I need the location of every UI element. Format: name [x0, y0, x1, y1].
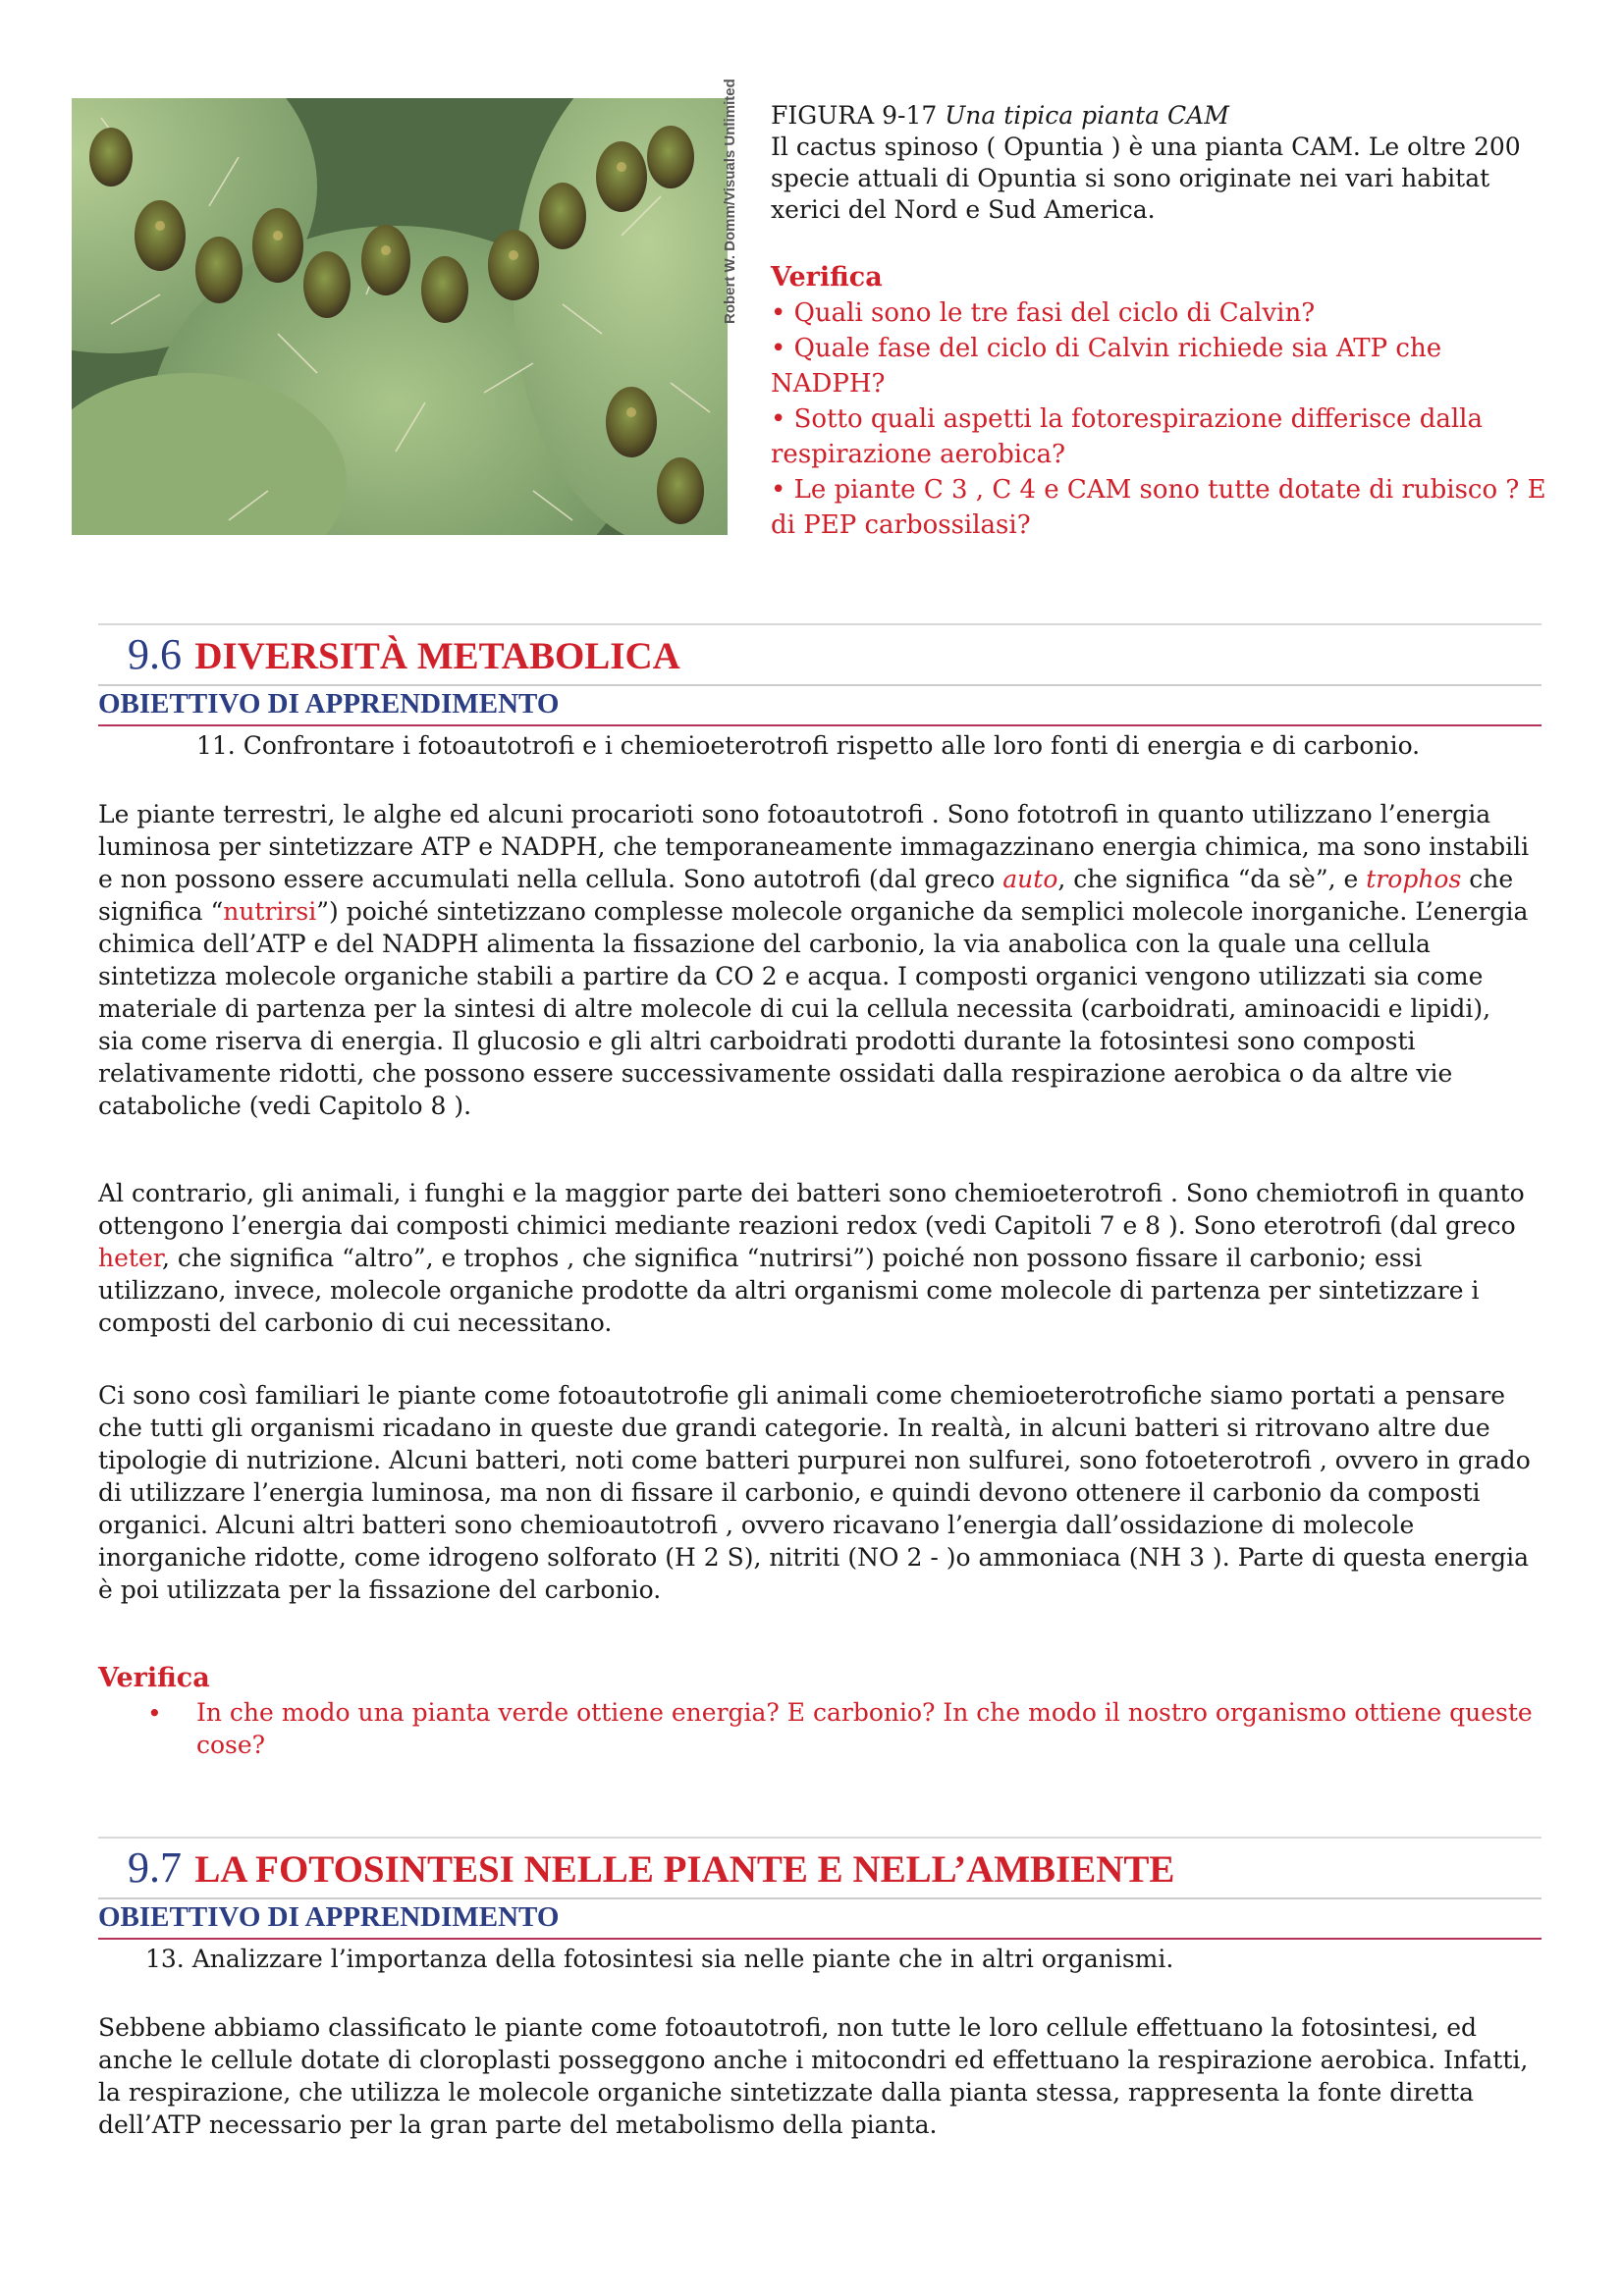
objective-label: OBIETTIVO DI APPRENDIMENTO: [98, 1901, 560, 1933]
section-title: DIVERSITÀ METABOLICA: [194, 635, 680, 677]
section-divider: [98, 1837, 1542, 1839]
verifica-item: • Quali sono le tre fasi del ciclo di Calvin?: [771, 298, 1316, 328]
term-nutrirsi: nutrirsi: [223, 897, 317, 926]
term-auto: auto: [1002, 865, 1058, 893]
objective-bottom-rule: [98, 724, 1542, 726]
verifica-item: • Le piante C 3 , C 4 e CAM sono tutte dotate di rubisco ? E di PEP carbossilasi?: [771, 475, 1546, 540]
section-divider: [98, 623, 1542, 625]
verifica-title: Verifica: [771, 262, 883, 293]
caption-label: FIGURA 9-17: [771, 101, 938, 130]
text-run: , che significa “da sè”, e: [1057, 865, 1367, 893]
photo-credit: Robert W. Domm/Visuals Unlimited: [722, 79, 738, 324]
objective-top-rule: [98, 1897, 1542, 1899]
text-run: Le piante terrestri, le alghe ed alcuni procarioti sono fotoautotrofi . Sono fototrofi in quanto utilizzano l’energia luminosa per sintetizzare ATP e NADPH, che temporaneamente immagazzinano energia chimica, ma sono instabili e non possono essere accumulati nella cellula. Sono autotrofi (dal greco: [98, 800, 1530, 893]
caption-text: Il cactus spinoso ( Opuntia ) è una pianta CAM. Le oltre 200 specie attuali di Opuntia si sono originate nei vari habitat xerici del Nord e Sud America.: [771, 133, 1521, 224]
section-heading-9-7: [128, 1843, 1174, 1895]
verifica-item: • Sotto quali aspetti la fotorespirazione differisce dalla respirazione aerobica?: [771, 404, 1483, 469]
section-heading-9-6: [128, 630, 680, 681]
text-run: ”) poiché sintetizzano complesse molecole organiche da semplici molecole inorganiche. L’energia chimica dell’ATP e del NADPH alimenta la fissazione del carbonio, la via anabolica con la quale una cellula sintetizza molecole organiche stabili a partire da CO 2 e acqua. I composti organici vengono utilizzati sia come materiale di partenza per la sintesi di altre molecole di cui la cellula necessita (carboidrati, aminoacidi e lipidi), sia come riserva di energia. Il glucosio e gli altri carboidrati prodotti durante la fotosintesi sono composti relativamente ridotti, che possono essere successivamente ossidati dalla respirazione aerobica o da altre vie cataboliche (vedi Capitolo 8 ).: [98, 897, 1529, 1120]
term-trophos: trophos: [1366, 865, 1462, 893]
text-run: Al contrario, gli animali, i funghi e la maggior parte dei batteri sono chemioeterotrofi . Sono chemiotrofi in quanto ottengono l’energia dai composti chimici mediante reazioni redox (vedi Capitoli 7 e 8 ). Sono eterotrofi (dal greco: [98, 1179, 1525, 1240]
figure-caption: [771, 100, 1556, 226]
term-heter: heter: [98, 1244, 162, 1272]
text-run: che significa “: [98, 865, 1514, 926]
paragraph-fotosintesi-piante: Sebbene abbiamo classificato le piante come fotoautotrofi, non tutte le loro cellule effettuano la fotosintesi, ed anche le cellule dotate di cloroplasti posseggono anche i mitocondri ed effettuano la respirazione aerobica. Infatti, la respirazione, che utilizza le molecole organiche sintetizzate dalla pianta stessa, rappresenta la fonte diretta dell’ATP necessario per la gran parte del metabolismo della pianta.: [98, 2013, 1529, 2139]
paragraph-fotoautotrofi: [98, 798, 1532, 1122]
verifica-box-1: [771, 260, 1556, 543]
section-number: 9.6: [128, 630, 182, 678]
bullet-icon: •: [147, 1699, 162, 1728]
objective-bottom-rule: [98, 1938, 1542, 1940]
text-run: , che significa “altro”, e trophos , che significa “nutrirsi”) poiché non possono fissare il carbonio; essi utilizzano, invece, molecole organiche prodotte da altri organismi come molecole di partenza per sintetizzare i composti del carbonio di cui necessitano.: [98, 1244, 1480, 1337]
caption-title: Una tipica pianta CAM: [945, 101, 1229, 130]
objective-item: 13. Analizzare l’importanza della fotosintesi sia nelle piante che in altri organismi.: [145, 1945, 1174, 1973]
objective-label: OBIETTIVO DI APPRENDIMENTO: [98, 688, 560, 720]
cactus-illustration: [72, 98, 728, 535]
verifica-item: • Quale fase del ciclo di Calvin richiede sia ATP che NADPH?: [771, 334, 1442, 399]
objective-item: 11. Confrontare i fotoautotrofi e i chemioeterotrofi rispetto alle loro fonti di energia e di carbonio.: [196, 731, 1421, 760]
section-number: 9.7: [128, 1843, 182, 1892]
verifica-title: Verifica: [98, 1663, 210, 1693]
paragraph-chemioeterotrofi: [98, 1177, 1532, 1339]
section-title: LA FOTOSINTESI NELLE PIANTE E NELL’AMBIENTE: [194, 1848, 1175, 1891]
verifica-question: In che modo una pianta verde ottiene energia? E carbonio? In che modo il nostro organismo ottiene queste cose?: [196, 1698, 1533, 1759]
objective-top-rule: [98, 684, 1542, 686]
paragraph-altre-tipologie: Ci sono così familiari le piante come fotoautotrofie gli animali come chemioeterotrofiche siamo portati a pensare che tutti gli organismi ricadano in queste due grandi categorie. In realtà, in alcuni batteri si ritrovano altre due tipologie di nutrizione. Alcuni batteri, noti come batteri purpurei non sulfurei, sono fotoeterotrofi , ovvero in grado di utilizzare l’energia luminosa, ma non di fissare il carbonio, e quindi devono ottenere il carbonio da composti organici. Alcuni altri batteri sono chemioautotrofi , ovvero ricavano l’energia dall’ossidazione di molecole inorganiche ridotte, come idrogeno solforato (H 2 S), nitriti (NO 2 - )o ammoniaca (NH 3 ). Parte di questa energia è poi utilizzata per la fissazione del carbonio.: [98, 1381, 1531, 1604]
cactus-photo: [72, 98, 728, 535]
